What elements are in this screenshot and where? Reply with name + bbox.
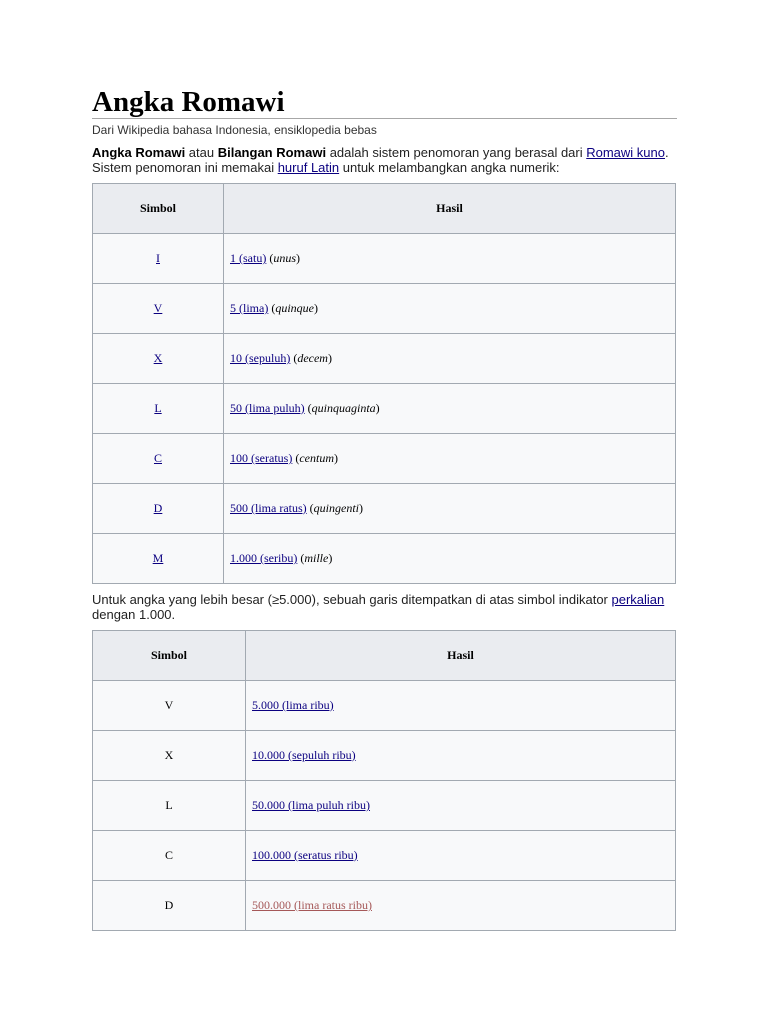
- latin-close-paren: ): [314, 301, 318, 315]
- latin-open-paren: (: [306, 501, 314, 515]
- intro-term-angka-romawi: Angka Romawi: [92, 145, 186, 160]
- roman-numerals-table-body: [93, 234, 676, 584]
- table-row: [93, 534, 676, 584]
- value-link[interactable]: 5 (lima): [230, 301, 269, 315]
- overlined-symbol: D: [164, 898, 174, 912]
- value-link[interactable]: 5.000 (lima ribu): [252, 698, 334, 712]
- table-header-row: [93, 184, 676, 234]
- symbol-link[interactable]: C: [153, 451, 162, 465]
- value-cell: [246, 681, 676, 731]
- symbol-cell: [93, 681, 246, 731]
- header-hasil: Hasil: [224, 184, 676, 234]
- latin-name: decem: [297, 351, 328, 365]
- intro-atau: atau: [185, 145, 218, 160]
- symbol-link[interactable]: L: [154, 401, 162, 415]
- intro-text-3: untuk melambangkan angka numerik:: [339, 160, 560, 175]
- value-cell: [246, 781, 676, 831]
- large-numerals-table: [92, 630, 676, 931]
- header-hasil: Hasil: [246, 631, 676, 681]
- latin-name: quingenti: [313, 501, 359, 515]
- symbol-cell: [93, 484, 224, 534]
- latin-open-paren: (: [304, 401, 312, 415]
- value-link[interactable]: 500 (lima ratus): [230, 501, 307, 515]
- header-simbol: Simbol: [93, 631, 246, 681]
- latin-close-paren: ): [327, 351, 332, 365]
- value-link[interactable]: 100.000 (seratus ribu): [252, 848, 358, 862]
- value-cell: [224, 334, 676, 384]
- overlined-symbol: C: [164, 848, 173, 862]
- latin-close-paren: ): [333, 451, 338, 465]
- value-link[interactable]: 50.000 (lima puluh ribu): [252, 798, 370, 812]
- value-link[interactable]: 50 (lima puluh): [230, 401, 305, 415]
- table-row: [93, 881, 676, 931]
- overlined-symbol: X: [164, 748, 174, 762]
- overlined-symbol: L: [165, 798, 173, 812]
- symbol-cell: [93, 731, 246, 781]
- symbol-link[interactable]: D: [153, 501, 163, 515]
- latin-open-paren: (: [297, 551, 305, 565]
- overlined-symbol: V: [164, 698, 174, 712]
- page-title: Angka Romawi: [92, 86, 677, 119]
- latin-close-paren: ): [328, 551, 333, 565]
- table-row: [93, 384, 676, 434]
- table-row: [93, 781, 676, 831]
- symbol-cell: [93, 831, 246, 881]
- value-link[interactable]: 10.000 (sepuluh ribu): [252, 748, 356, 762]
- intro-text-2: . Sistem penomoran ini memakai: [92, 145, 669, 175]
- table-row: [93, 434, 676, 484]
- latin-name: centum: [299, 451, 334, 465]
- symbol-cell: [93, 881, 246, 931]
- value-link[interactable]: 100 (seratus): [230, 451, 293, 465]
- latin-name: quinquaginta: [311, 401, 376, 415]
- value-cell: [224, 234, 676, 284]
- value-cell: [224, 484, 676, 534]
- link-perkalian[interactable]: perkalian: [611, 592, 665, 607]
- table-row: [93, 334, 676, 384]
- latin-close-paren: ): [375, 401, 380, 415]
- table-row: [93, 234, 676, 284]
- large-numerals-table-body: [93, 681, 676, 931]
- latin-name: mille: [304, 551, 329, 565]
- symbol-cell: [93, 234, 224, 284]
- latin-close-paren: ): [296, 251, 300, 265]
- value-cell: [224, 434, 676, 484]
- latin-open-paren: (: [290, 351, 298, 365]
- value-cell: [246, 831, 676, 881]
- symbol-cell: [93, 384, 224, 434]
- table-header-row: [93, 631, 676, 681]
- link-huruf-latin[interactable]: huruf Latin: [277, 160, 340, 175]
- value-link[interactable]: 10 (sepuluh): [230, 351, 291, 365]
- article: [92, 86, 677, 931]
- symbol-link[interactable]: M: [152, 551, 164, 565]
- symbol-cell: [93, 284, 224, 334]
- value-cell: [224, 284, 676, 334]
- table-row: [93, 731, 676, 781]
- value-cell: [246, 731, 676, 781]
- table-row: [93, 831, 676, 881]
- header-simbol: Simbol: [93, 184, 224, 234]
- large-numbers-text-1: Untuk angka yang lebih besar (≥5.000), sebuah garis ditempatkan di atas simbol indikator: [92, 592, 612, 607]
- site-tagline: Dari Wikipedia bahasa Indonesia, ensiklopedia bebas: [92, 123, 377, 137]
- value-link[interactable]: 1 (satu): [230, 251, 267, 265]
- value-cell: [224, 534, 676, 584]
- value-link[interactable]: 500.000 (lima ratus ribu): [252, 898, 372, 912]
- large-numbers-paragraph: [92, 592, 677, 622]
- symbol-link[interactable]: I: [156, 251, 160, 265]
- large-numbers-text-2: dengan 1.000.: [92, 607, 176, 622]
- latin-name: quinque: [275, 301, 314, 315]
- table-row: [93, 681, 676, 731]
- latin-open-paren: (: [268, 301, 276, 315]
- latin-open-paren: (: [292, 451, 300, 465]
- value-cell: [246, 881, 676, 931]
- symbol-link[interactable]: V: [153, 301, 163, 315]
- symbol-link[interactable]: X: [153, 351, 163, 365]
- latin-close-paren: ): [358, 501, 363, 515]
- latin-name: unus: [273, 251, 296, 265]
- value-cell: [224, 384, 676, 434]
- symbol-cell: [93, 534, 224, 584]
- roman-numerals-table: [92, 183, 676, 584]
- symbol-cell: [93, 334, 224, 384]
- intro-term-bilangan-romawi: Bilangan Romawi: [217, 145, 327, 160]
- value-link[interactable]: 1.000 (seribu): [230, 551, 298, 565]
- intro-paragraph: [92, 145, 677, 175]
- intro-text-1: adalah sistem penomoran yang berasal dari: [326, 145, 587, 160]
- link-romawi-kuno[interactable]: Romawi kuno: [586, 145, 665, 160]
- latin-open-paren: (: [266, 251, 274, 265]
- symbol-cell: [93, 781, 246, 831]
- table-row: [93, 484, 676, 534]
- symbol-cell: [93, 434, 224, 484]
- table-row: [93, 284, 676, 334]
